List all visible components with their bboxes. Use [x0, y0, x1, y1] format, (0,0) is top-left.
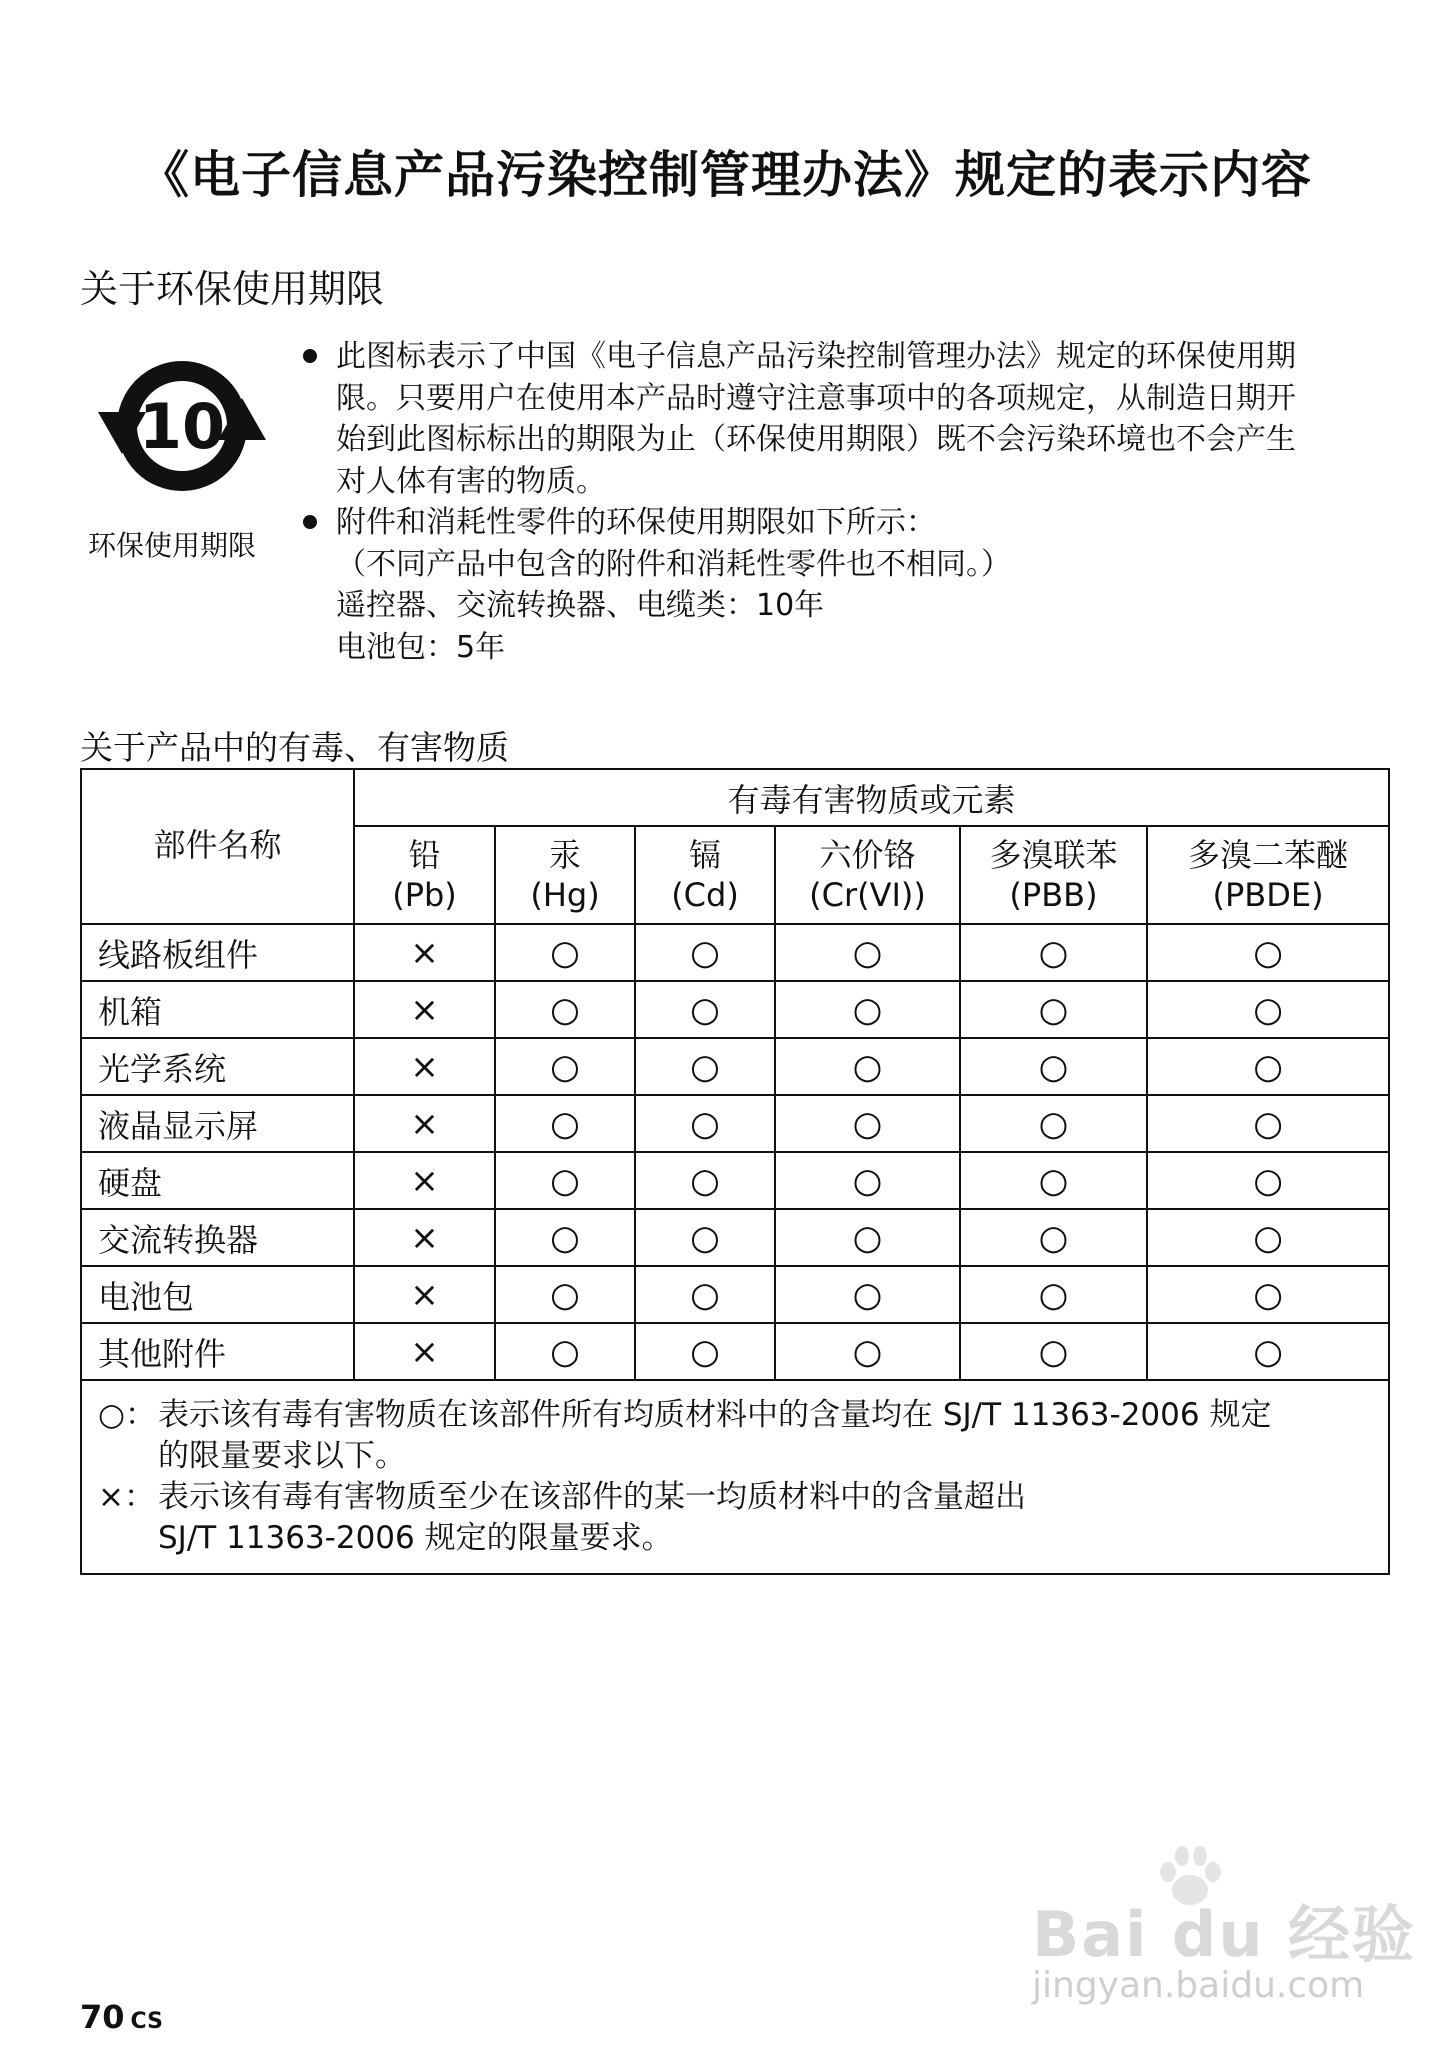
substance-status: ○ — [775, 1152, 960, 1209]
bullet-line: 附件和消耗性零件的环保使用期限如下所示： — [336, 505, 936, 540]
substance-status: ○ — [495, 1095, 635, 1152]
substance-status: × — [354, 1266, 495, 1323]
substance-group-header: 有毒有害物质或元素 — [354, 769, 1389, 826]
substance-status: ○ — [960, 924, 1147, 981]
substance-name: 多溴联苯 — [989, 836, 1118, 874]
bullet-line: 此图标表示了中国《电子信息产品污染控制管理办法》规定的环保使用期 — [336, 339, 1296, 374]
legend-circle — [98, 1395, 1374, 1436]
substance-status: ○ — [495, 1152, 635, 1209]
part-name: 交流转换器 — [81, 1209, 354, 1266]
substance-status: ○ — [960, 981, 1147, 1038]
substance-status: ○ — [1147, 1323, 1389, 1380]
bullet-line: 对人体有害的物质。 — [336, 463, 606, 499]
substance-status: ○ — [775, 1095, 960, 1152]
substance-status: ○ — [635, 1209, 775, 1266]
legend-circle-cont: 的限量要求以下。 — [158, 1438, 406, 1474]
substance-status: ○ — [495, 1323, 635, 1380]
substance-status: × — [354, 1152, 495, 1209]
table-row — [81, 924, 1389, 981]
eco-period-number: 10 — [138, 390, 226, 463]
legend-cross-text: 表示该有毒有害物质至少在该部件的某一均质材料中的含量超出 — [158, 1479, 1026, 1515]
legend-circle-symbol: ○： — [98, 1397, 157, 1433]
hazardous-substance-table — [80, 768, 1390, 1575]
logo-caption: 环保使用期限 — [88, 529, 257, 562]
page-number — [80, 1998, 163, 2036]
substance-status: ○ — [1147, 1095, 1389, 1152]
column-header — [635, 826, 775, 924]
section-heading-eco-period: 关于环保使用期限 — [80, 267, 385, 311]
column-header — [775, 826, 960, 924]
substance-symbol: (Cd) — [671, 876, 739, 914]
page-suffix: CS — [130, 2009, 163, 2034]
substance-status: ○ — [495, 1266, 635, 1323]
baidu-watermark-url: jingyan.baidu.com — [1032, 1965, 1365, 2006]
eco-period-notes — [300, 336, 1380, 668]
substance-status: ○ — [960, 1038, 1147, 1095]
substance-status: ○ — [960, 1266, 1147, 1323]
substance-status: ○ — [960, 1152, 1147, 1209]
substance-name: 多溴二苯醚 — [1188, 836, 1349, 874]
table-legend — [81, 1380, 1389, 1574]
part-name: 光学系统 — [81, 1038, 354, 1095]
substance-status: ○ — [960, 1095, 1147, 1152]
substance-status: ○ — [1147, 1209, 1389, 1266]
substance-status: ○ — [775, 1323, 960, 1380]
table-row — [81, 1209, 1389, 1266]
part-name: 电池包 — [81, 1266, 354, 1323]
column-header — [960, 826, 1147, 924]
substance-status: ○ — [635, 1038, 775, 1095]
substance-status: ○ — [495, 1038, 635, 1095]
bullet-item — [300, 502, 1380, 668]
substance-symbol: (PBDE) — [1212, 876, 1324, 914]
substance-status: ○ — [1147, 1038, 1389, 1095]
substance-status: ○ — [1147, 1152, 1389, 1209]
substance-symbol: (Pb) — [392, 876, 457, 914]
bullet-item — [300, 336, 1380, 502]
substance-status: ○ — [495, 981, 635, 1038]
substance-name: 镉 — [688, 836, 721, 874]
table-row — [81, 1266, 1389, 1323]
column-header — [495, 826, 635, 924]
substance-status: ○ — [1147, 924, 1389, 981]
substance-name: 汞 — [548, 836, 581, 874]
substance-status: ○ — [775, 981, 960, 1038]
page-title: 《电子信息产品污染控制管理办法》规定的表示内容 — [139, 146, 1312, 204]
substance-status: ○ — [635, 924, 775, 981]
substance-status: ○ — [775, 1038, 960, 1095]
part-name: 硬盘 — [81, 1152, 354, 1209]
table-row — [81, 1323, 1389, 1380]
substance-status: × — [354, 1323, 495, 1380]
legend-circle-text: 表示该有毒有害物质在该部件所有均质材料中的含量均在 SJ/T 11363-2006 规定 — [158, 1397, 1272, 1433]
substance-status: ○ — [960, 1323, 1147, 1380]
substance-status: ○ — [635, 1152, 775, 1209]
substance-status: ○ — [960, 1209, 1147, 1266]
substance-status: × — [354, 924, 495, 981]
eco-period-10-icon — [96, 352, 268, 500]
substance-status: ○ — [635, 1266, 775, 1323]
column-header — [1147, 826, 1389, 924]
substance-name: 六价铬 — [819, 836, 916, 874]
substance-status: ○ — [495, 1209, 635, 1266]
part-name: 液晶显示屏 — [81, 1095, 354, 1152]
substance-name: 铅 — [408, 836, 441, 874]
baidu-watermark-logo: Bai du 经验 — [1032, 1898, 1417, 1971]
substance-status: × — [354, 1095, 495, 1152]
part-name: 机箱 — [81, 981, 354, 1038]
table-row — [81, 981, 1389, 1038]
substance-status: ○ — [1147, 1266, 1389, 1323]
substance-status: × — [354, 1209, 495, 1266]
substance-status: ○ — [1147, 981, 1389, 1038]
part-name: 线路板组件 — [81, 924, 354, 981]
substance-symbol: (PBB) — [1009, 876, 1098, 914]
table-row — [81, 1095, 1389, 1152]
substance-symbol: (Hg) — [530, 876, 600, 914]
legend-cross-cont: SJ/T 11363-2006 规定的限量要求。 — [158, 1520, 673, 1556]
substance-status: × — [354, 1038, 495, 1095]
page-number-value: 70 — [80, 1998, 125, 2036]
table-row — [81, 1152, 1389, 1209]
table-row — [81, 1038, 1389, 1095]
bullet-line: （不同产品中包含的附件和消耗性零件也不相同。） — [336, 546, 1011, 582]
substance-symbol: (Cr(VI)) — [809, 876, 926, 914]
section-heading-hazardous: 关于产品中的有毒、有害物质 — [80, 728, 509, 767]
substance-status: × — [354, 981, 495, 1038]
substance-status: ○ — [635, 981, 775, 1038]
part-name: 其他附件 — [81, 1323, 354, 1380]
substance-status: ○ — [635, 1323, 775, 1380]
substance-status: ○ — [495, 924, 635, 981]
bullet-line: 遥控器、交流转换器、电缆类：10年 — [336, 588, 825, 623]
substance-status: ○ — [775, 1266, 960, 1323]
legend-cross-symbol: ×： — [98, 1479, 155, 1515]
bullet-line: 限。只要用户在使用本产品时遵守注意事项中的各项规定，从制造日期开 — [336, 380, 1296, 416]
part-name-header: 部件名称 — [81, 769, 354, 924]
legend-cross — [98, 1477, 1374, 1518]
substance-status: ○ — [775, 1209, 960, 1266]
substance-status: ○ — [775, 924, 960, 981]
column-header — [354, 826, 495, 924]
substance-status: ○ — [635, 1095, 775, 1152]
bullet-line: 电池包：5年 — [336, 629, 506, 665]
bullet-line: 始到此图标标出的期限为止（环保使用期限）既不会污染环境也不会产生 — [336, 422, 1296, 457]
